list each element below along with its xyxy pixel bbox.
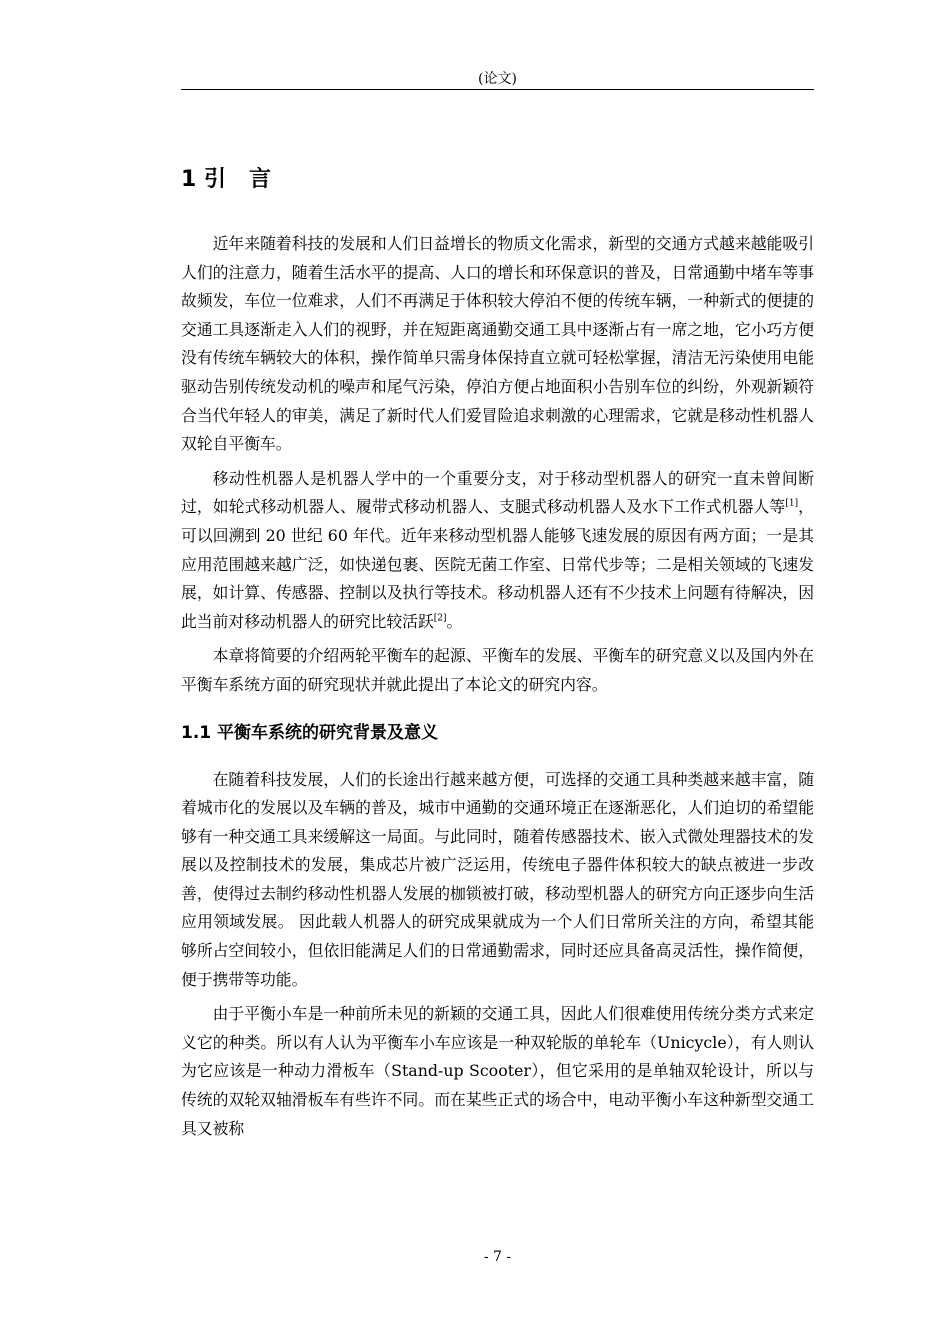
spacer xyxy=(181,200,814,230)
section-paragraph-2: 由于平衡小车是一种前所未见的新颖的交通工具，因此人们很难使用传统分类方式来定义它的种类。所以有人认为平衡车小车应该是一种双轮版的单轮车（Unicycle），有人则认为它应该是一种动力滑板车（Stand-up Scooter），但它采用的是单轴双轮设计，所以与传统的双轮双轴滑板车有些许不同。而在某些正式的场合中，电动平衡小车这种新型交通工具又被称 xyxy=(181,1004,814,1138)
paragraph-text: 移动性机器人是机器人学中的一个重要分支，对于移动型机器人的研究一直未曾间断过，如轮式移动机器人、履带式移动机器人、支腿式移动机器人及水下工作式机器人等 xyxy=(181,468,814,517)
citation-ref-2: [2] xyxy=(433,613,447,624)
chapter-paragraph-3: 本章将简要的介绍两轮平衡车的起源、平衡车的发展、平衡车的研究意义以及国内外在平衡车系统方面的研究现状并就此提出了本论文的研究内容。 xyxy=(181,646,814,694)
page-number: - 7 - xyxy=(483,1249,512,1265)
paragraph-text: ，可以回溯到 20 世纪 60 年代。近年来移动型机器人能够飞速发展的原因有两方面；一是其应用范围越来越广泛，如快递包裹、医院无菌工作室、日常代步等；二是相关领域的飞速发展，如计算、传感器、控制以及执行等技术。移动机器人还有不少技术上问题有待解决，因此当前对移动机器人的研究比较活跃 xyxy=(181,497,814,631)
header-rule xyxy=(181,89,814,90)
section-paragraph-1: 在随着科技发展，人们的长途出行越来越方便，可选择的交通工具种类越来越丰富，随着城市化的发展以及车辆的普及，城市中通勤的交通环境正在逐渐恶化，人们迫切的希望能够有一种交通工具来缓解这一局面。与此同时，随着传感器技术、嵌入式微处理器技术的发展以及控制技术的发展，集成芯片被广泛运用，传统电子器件体积较大的缺点被进一步改善，使得过去制约移动性机器人发展的枷锁被打破，移动型机器人的研究方向正逐步向生活应用领域发展。 因此载人机器人的研究成果就成为一个人们日常所关注的方向，希望其能够所占空间较小，但依旧能满足人们的日常通勤需求，同时还应具备高灵活性，操作简便，便于携带等功能。 xyxy=(181,769,814,989)
citation-ref-1: [1] xyxy=(785,499,799,510)
spacer xyxy=(181,700,814,718)
section-heading: 1.1 平衡车系统的研究背景及意义 xyxy=(181,722,439,743)
spacer xyxy=(181,748,814,766)
running-header: (论文) xyxy=(478,71,517,87)
chapter-heading: 1 引 言 xyxy=(181,167,271,192)
chapter-paragraph-2 xyxy=(181,465,814,637)
chapter-paragraph-1: 近年来随着科技的发展和人们日益增长的物质文化需求，新型的交通方式越来越能吸引人们的注意力，随着生活水平的提高、人口的增长和环保意识的普及，日常通勤中堵车等事故频发，车位一位难求，人们不再满足于体积较大停泊不便的传统车辆，一种新式的便捷的交通工具逐渐走入人们的视野，并在短距离通勤交通工具中逐渐占有一席之地，它小巧方便没有传统车辆较大的体积，操作简单只需身体保持直立就可轻松掌握，清洁无污染使用电能驱动告别传统发动机的噪声和尾气污染，停泊方便占地面积小告别车位的纠纷，外观新颖符合当代年轻人的审美，满足了新时代人们爱冒险追求刺激的心理需求，它就是移动性机器人双轮自平衡车。 xyxy=(181,234,814,454)
page-body xyxy=(181,160,814,1143)
paragraph-text: 。 xyxy=(446,611,463,631)
